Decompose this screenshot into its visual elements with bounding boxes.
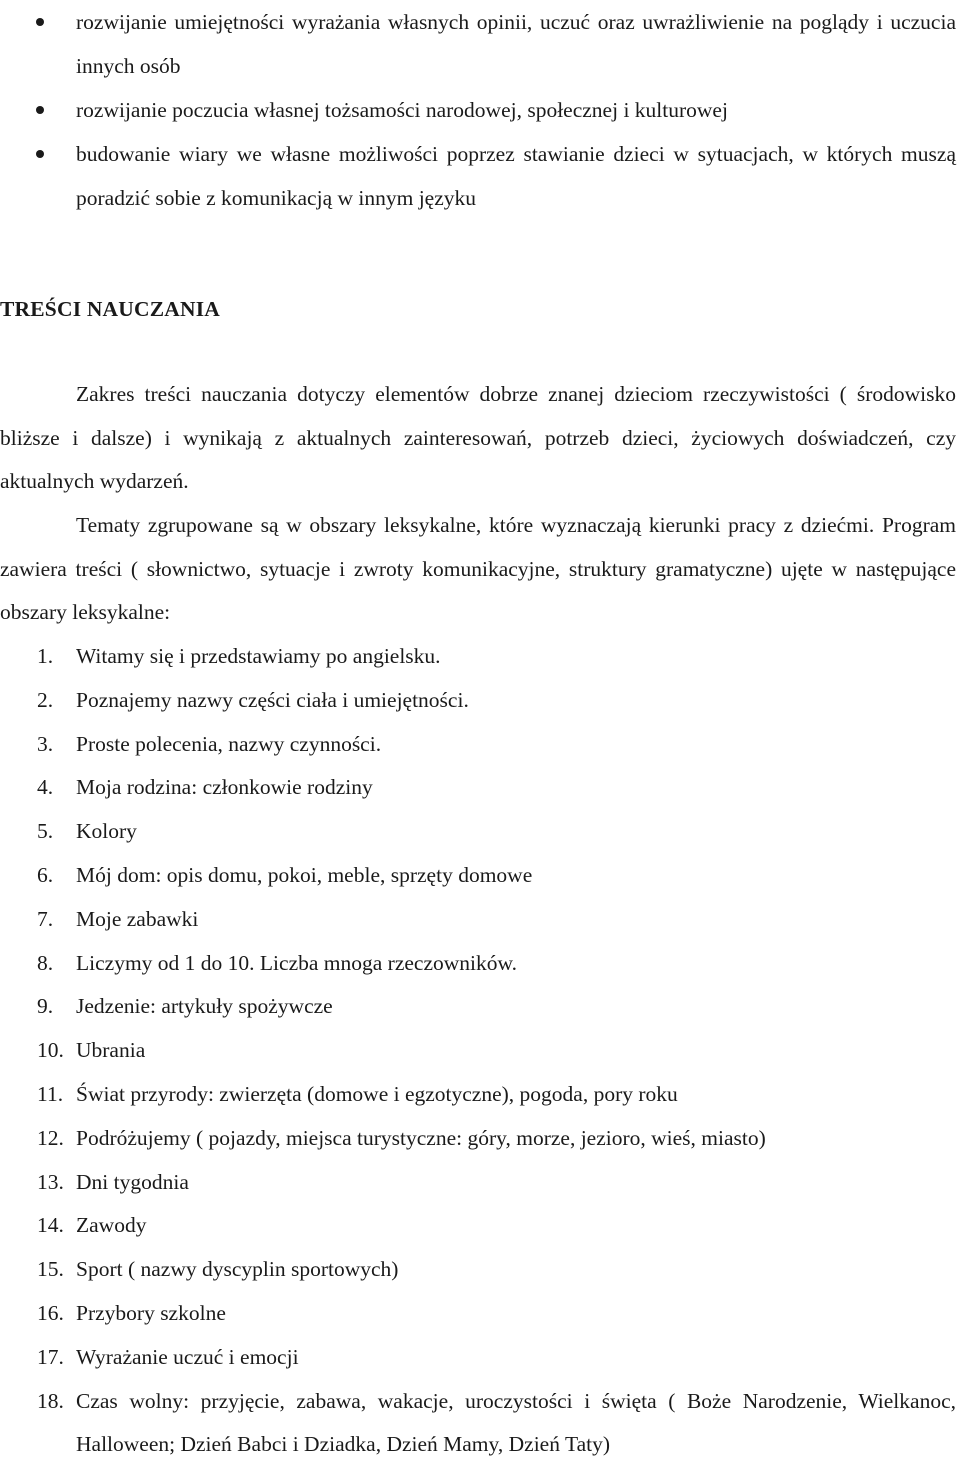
topic-number: 15.	[37, 1257, 64, 1282]
topic-item	[0, 1029, 956, 1073]
bullet-text: budowanie wiary we własne możliwości poprzez stawianie dzieci w sytuacjach, w których muszą poradzić sobie z komunikacją w innym języku	[76, 142, 956, 210]
topic-item	[0, 1292, 956, 1336]
section-heading: TREŚCI NAUCZANIA	[0, 297, 221, 321]
topic-text: Kolory	[76, 819, 137, 844]
bullet-item	[0, 0, 960, 88]
bullet-dot-icon	[36, 106, 44, 114]
topic-item	[0, 766, 956, 810]
bullet-dot-icon	[36, 18, 44, 26]
bullet-list	[0, 0, 960, 220]
topic-item	[0, 723, 956, 767]
topic-item	[0, 898, 956, 942]
bullet-dot-icon	[36, 150, 44, 158]
topic-number: 1.	[37, 644, 54, 668]
topic-number: 10.	[37, 1038, 64, 1063]
topic-number: 11.	[37, 1081, 64, 1106]
bullet-item	[0, 88, 960, 132]
topic-text: Ubrania	[76, 1038, 146, 1063]
topic-item	[0, 1161, 956, 1205]
topic-text: Dni tygodnia	[76, 1169, 189, 1194]
topic-item	[0, 1336, 956, 1380]
topic-text: Proste polecenia, nazwy czynności.	[76, 731, 382, 756]
topic-item	[0, 1204, 956, 1248]
topic-item	[0, 1248, 956, 1292]
topic-number: 5.	[37, 819, 54, 844]
topic-text: Moja rodzina: członkowie rodziny	[76, 775, 373, 800]
topic-number: 4.	[37, 775, 54, 800]
topic-number: 8.	[37, 950, 54, 975]
topic-number: 3.	[37, 731, 54, 756]
paragraph-scope: Zakres treści nauczania dotyczy elementów dobrze znanej dzieciom rzeczywistości ( środowisko bliższe i dalsze) i wynikają z aktualnych zainteresowań, potrzeb dzieci, życiowych doświadczeń, czy aktualnych wydarzeń.	[0, 382, 956, 493]
paragraph-topics-intro: Tematy zgrupowane są w obszary leksykalne, które wyznaczają kierunki pracy z dziećmi. Program zawiera treści ( słownictwo, sytuacje i zwroty komunikacyjne, struktury gramatyczne) ujęte w następujące obszary leksykalne:	[0, 513, 956, 624]
topic-item	[0, 810, 956, 854]
topic-item	[0, 942, 956, 986]
topic-list	[0, 635, 956, 1467]
topic-text: Witamy się i przedstawiamy po angielsku.	[76, 644, 441, 668]
topic-text: Liczymy od 1 do 10. Liczba mnoga rzeczowników.	[76, 950, 518, 975]
topic-item	[0, 1117, 956, 1161]
topic-item	[0, 679, 956, 723]
topic-text: Zawody	[76, 1213, 147, 1238]
topic-text: Poznajemy nazwy części ciała i umiejętności.	[76, 687, 469, 712]
bullet-text: rozwijanie umiejętności wyrażania własnych opinii, uczuć oraz uwrażliwienie na poglądy i uczucia innych osób	[76, 10, 956, 78]
topic-number: 16.	[37, 1300, 64, 1325]
topic-number: 9.	[37, 994, 54, 1019]
topic-item	[0, 635, 956, 679]
topic-text: Sport ( nazwy dyscyplin sportowych)	[76, 1257, 399, 1282]
topic-text: Czas wolny: przyjęcie, zabawa, wakacje, uroczystości i święta ( Boże Narodzenie, Wielkanoc, Halloween; Dzień Babci i Dziadka, Dzień Mamy, Dzień Taty)	[76, 1388, 956, 1457]
topic-text: Moje zabawki	[76, 906, 199, 931]
topic-item	[0, 1380, 956, 1467]
topic-item	[0, 1073, 956, 1117]
topic-text: Mój dom: opis domu, pokoi, meble, sprzęty domowe	[76, 862, 533, 887]
topic-number: 17.	[37, 1344, 64, 1369]
topic-number: 7.	[37, 906, 54, 931]
topic-number: 2.	[37, 687, 54, 712]
bullet-text: rozwijanie poczucia własnej tożsamości narodowej, społecznej i kulturowej	[76, 98, 728, 122]
topic-text: Przybory szkolne	[76, 1300, 226, 1325]
bullet-item	[0, 132, 960, 220]
topic-text: Podróżujemy ( pojazdy, miejsca turystyczne: góry, morze, jezioro, wieś, miasto)	[76, 1125, 766, 1150]
topic-number: 14.	[37, 1213, 64, 1238]
topic-number: 18.	[37, 1388, 64, 1413]
topic-text: Świat przyrody: zwierzęta (domowe i egzotyczne), pogoda, pory roku	[76, 1081, 678, 1106]
topic-text: Wyrażanie uczuć i emocji	[76, 1344, 299, 1369]
topic-number: 12.	[37, 1125, 64, 1150]
topic-item	[0, 854, 956, 898]
topic-number: 13.	[37, 1169, 64, 1194]
topic-number: 6.	[37, 862, 54, 887]
topic-text: Jedzenie: artykuły spożywcze	[76, 994, 333, 1019]
topic-item	[0, 985, 956, 1029]
